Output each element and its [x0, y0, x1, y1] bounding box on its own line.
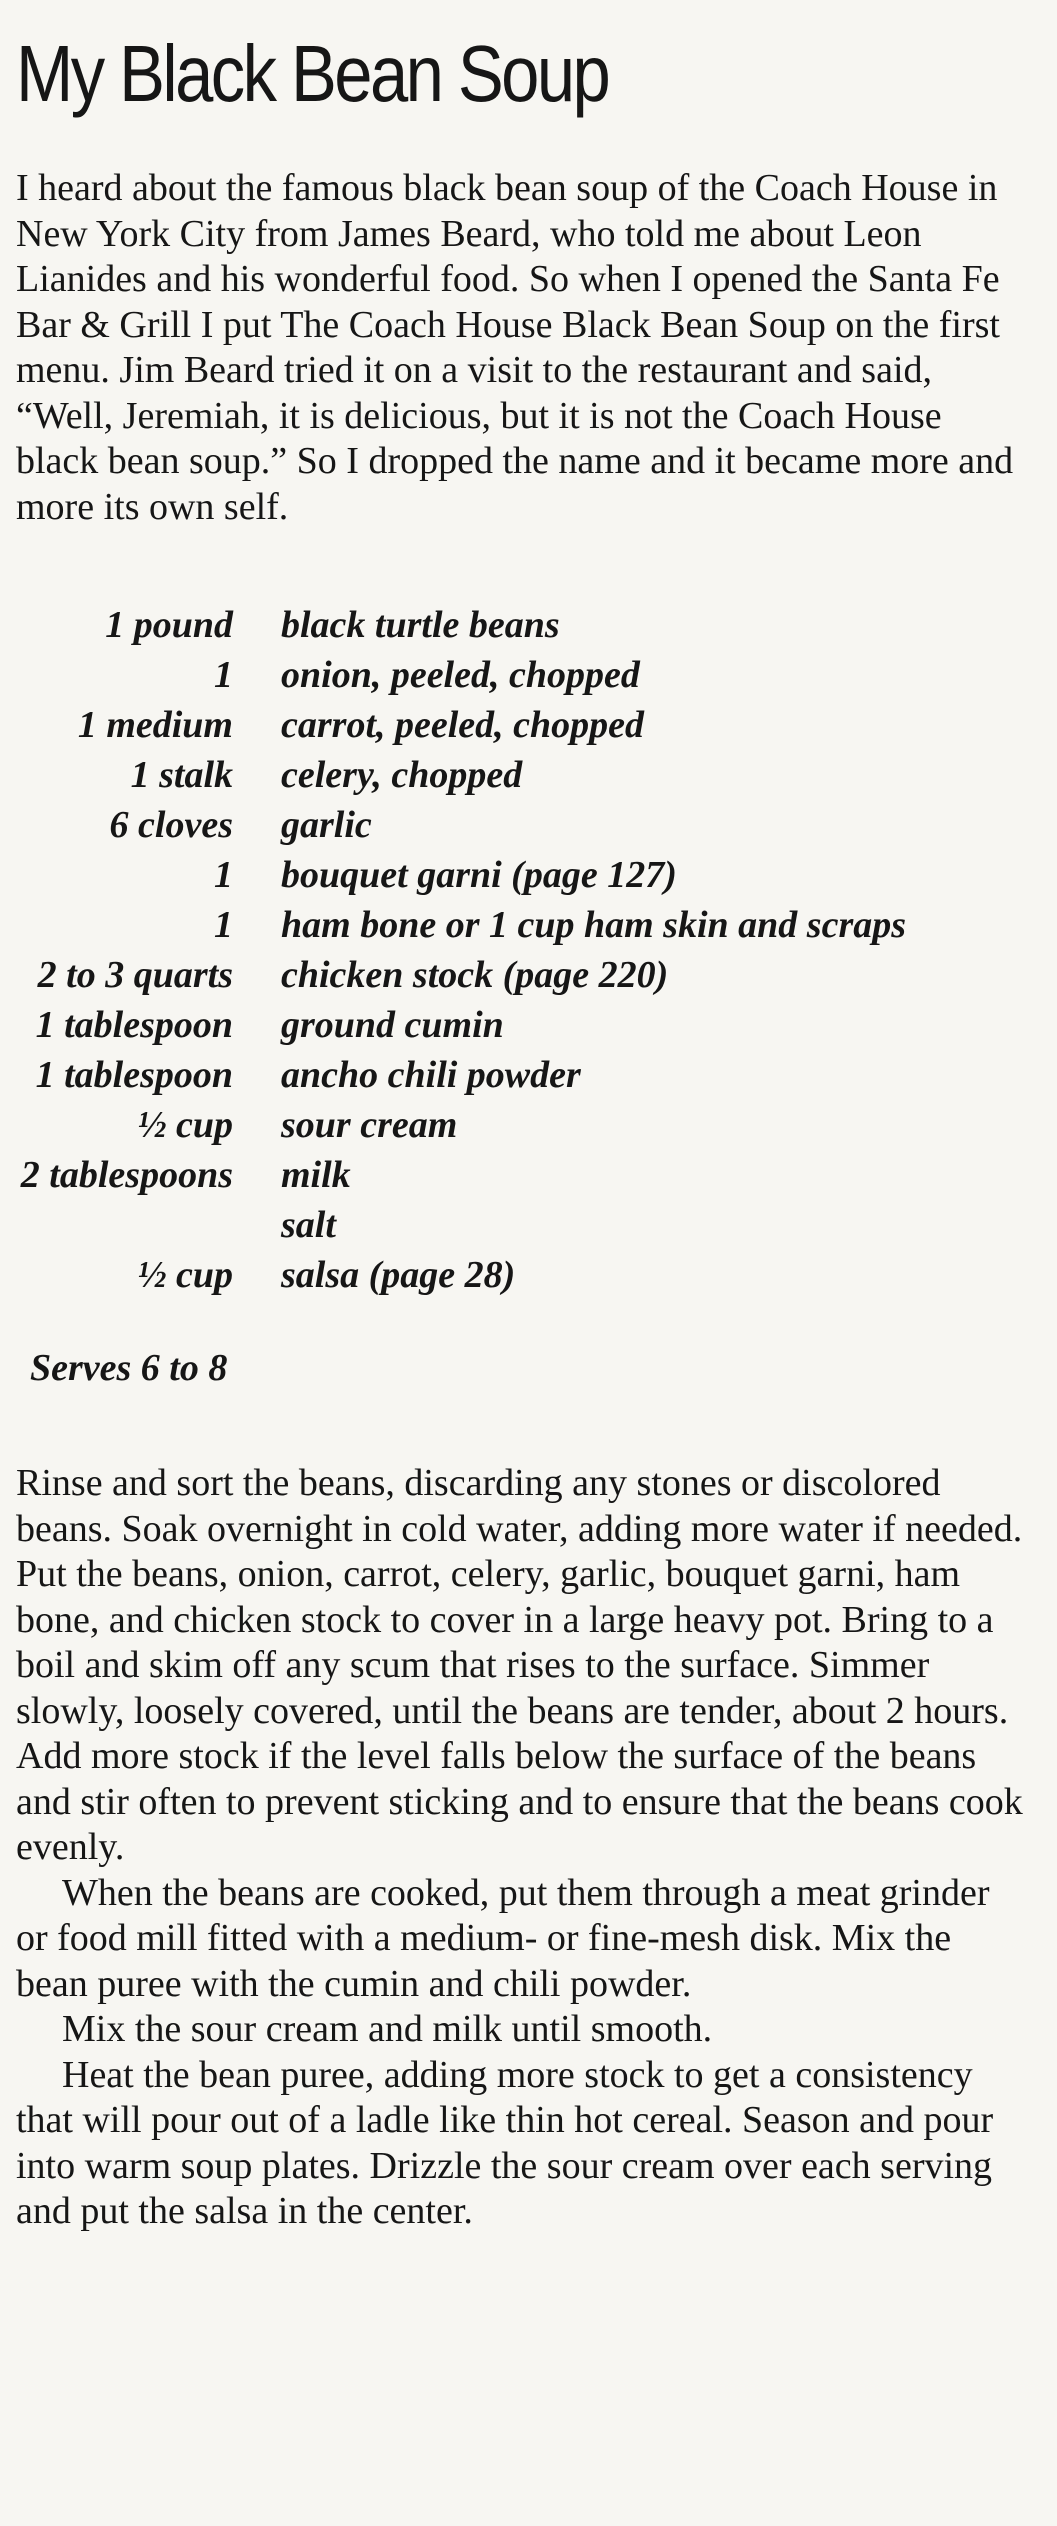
ingredient-quantity: 1 medium — [77, 704, 233, 746]
ingredient-name: onion, peeled, chopped — [281, 654, 640, 696]
ingredient-quantity: 2 tablespoons — [20, 1154, 233, 1196]
ingredient-name: black turtle beans — [281, 604, 560, 646]
ingredient-name: bouquet garni (page 127) — [281, 854, 677, 896]
ingredient-row — [16, 650, 1026, 700]
method — [16, 1461, 1026, 2235]
ingredient-name: celery, chopped — [281, 754, 523, 796]
ingredient-row — [16, 900, 1026, 950]
ingredient-quantity: 6 cloves — [109, 804, 233, 846]
ingredient-row — [16, 1150, 1026, 1200]
ingredient-name: milk — [281, 1154, 351, 1196]
ingredient-name: ham bone or 1 cup ham skin and scraps — [281, 904, 907, 946]
ingredient-name: ancho chili powder — [281, 1054, 581, 1096]
ingredient-quantity: 1 tablespoon — [35, 1054, 233, 1096]
ingredient-row — [16, 1100, 1026, 1150]
ingredient-row — [16, 750, 1026, 800]
ingredient-quantity: ½ cup — [138, 1104, 233, 1146]
method-paragraph: When the beans are cooked, put them through a meat grinder or food mill fitted with a medium- or fine-mesh disk. Mix the bean puree with the cumin and chili powder. — [16, 1871, 990, 2005]
method-paragraph: Heat the bean puree, adding more stock to get a consistency that will pour out of a ladle like thin hot cereal. Season and pour into warm soup plates. Drizzle the sour cream over each serving and put the salsa in the center. — [16, 2053, 994, 2232]
ingredient-quantity: 2 to 3 quarts — [37, 954, 233, 996]
ingredient-quantity: 1 — [214, 654, 233, 696]
ingredient-row — [16, 850, 1026, 900]
ingredient-name: sour cream — [281, 1104, 458, 1146]
ingredient-name: chicken stock (page 220) — [281, 954, 669, 996]
ingredient-quantity: 1 tablespoon — [35, 1004, 233, 1046]
ingredient-quantity: 1 pound — [105, 604, 233, 646]
servings: Serves 6 to 8 — [30, 1347, 228, 1389]
ingredient-name: garlic — [281, 804, 372, 846]
ingredient-quantity: 1 stalk — [130, 754, 233, 796]
ingredient-name: salsa (page 28) — [281, 1254, 516, 1296]
ingredient-row — [16, 700, 1026, 750]
ingredient-list — [16, 600, 1026, 1300]
ingredient-row — [16, 1050, 1026, 1100]
ingredient-quantity: 1 — [214, 854, 233, 896]
recipe-title: My Black Bean Soup — [16, 29, 609, 118]
ingredient-row — [16, 1250, 1026, 1300]
ingredient-name: carrot, peeled, chopped — [281, 704, 645, 746]
method-paragraph: Rinse and sort the beans, discarding any stones or discolored beans. Soak overnight in cold water, adding more water if needed. Put the beans, onion, carrot, celery, garlic, bouquet garni, ham bone, and chicken stock to cover in a large heavy pot. Bring to a boil and skim off any scum that rises to the surface. Simmer slowly, loosely covered, until the beans are tender, about 2 hours. Add more stock if the level falls below the surface of the beans and stir often to prevent sticking and to ensure that the beans cook evenly. — [16, 1462, 1023, 1868]
ingredient-row — [16, 600, 1026, 650]
ingredient-name: ground cumin — [281, 1004, 504, 1046]
ingredient-row — [16, 800, 1026, 850]
recipe-intro: I heard about the famous black bean soup of the Coach House in New York City from James Beard, who told me about Leon Lianides and his wonderful food. So when I opened the Santa Fe Bar & Grill I put The Coach House Black Bean Soup on the first menu. Jim Beard tried it on a visit to the restaurant and said, “Well, Jeremiah, it is delicious, but it is not the Coach House black bean soup.” So I dropped the name and it became more and more its own self. — [16, 167, 1014, 528]
method-paragraph: Mix the sour cream and milk until smooth. — [62, 2008, 713, 2050]
ingredient-row — [16, 1000, 1026, 1050]
ingredient-quantity: ½ cup — [138, 1254, 233, 1296]
ingredient-row — [16, 1200, 1026, 1250]
ingredient-row — [16, 950, 1026, 1000]
ingredient-quantity: 1 — [214, 904, 233, 946]
ingredient-name: salt — [281, 1204, 336, 1246]
